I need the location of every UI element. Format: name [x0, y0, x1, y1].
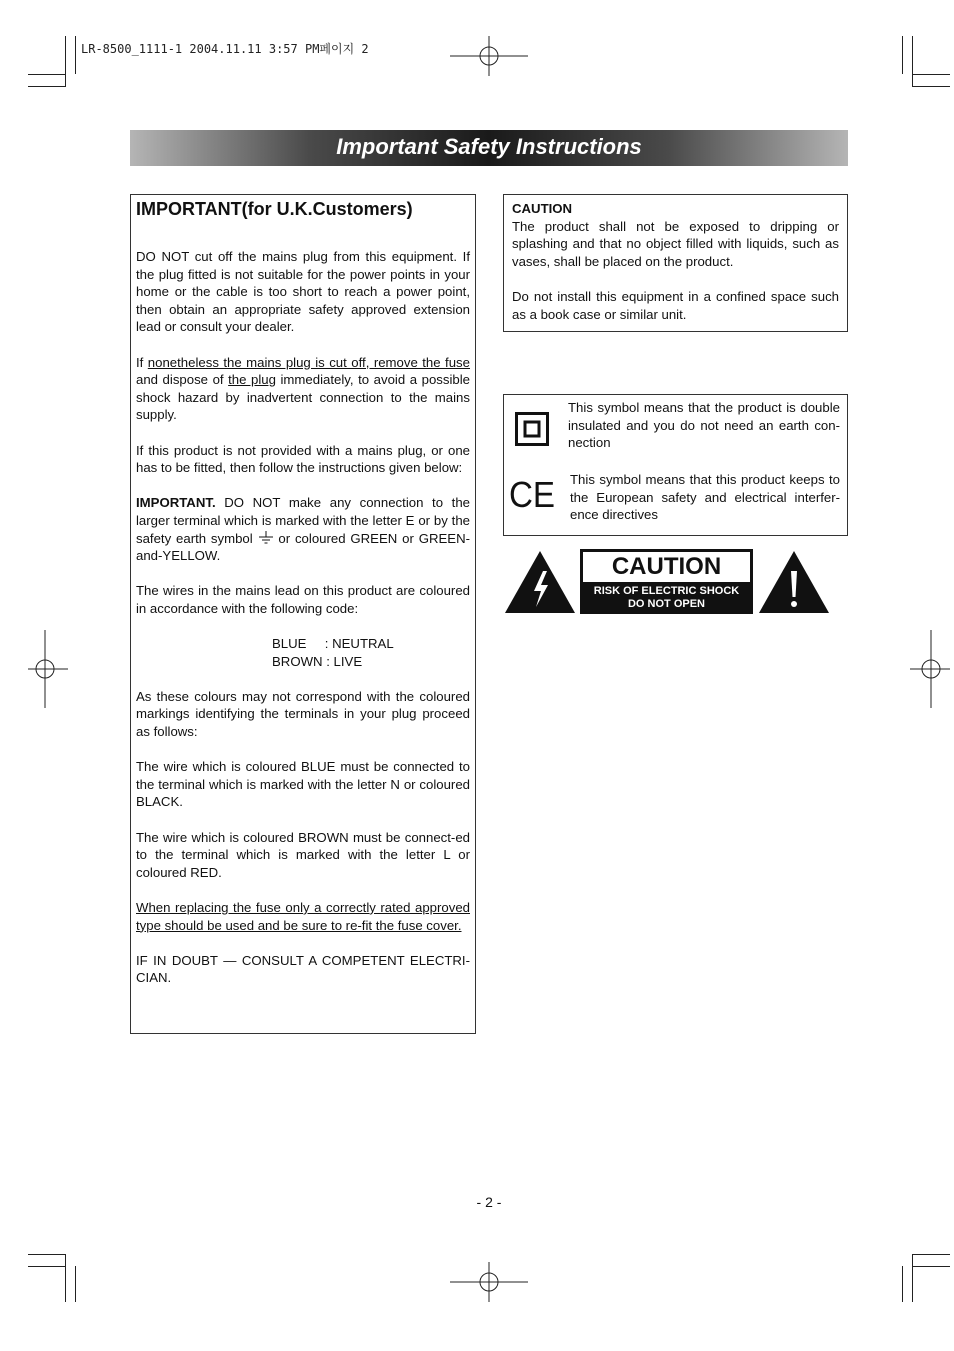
crop-mark — [912, 86, 950, 87]
caution-sign — [580, 549, 753, 614]
crop-mark — [28, 1266, 66, 1267]
registration-mark-left — [28, 630, 68, 708]
registration-mark-right — [910, 630, 950, 708]
lightning-warning-icon — [503, 549, 577, 615]
earth-symbol-icon — [258, 531, 274, 544]
uk-paragraph: DO NOT cut off the mains plug from this equipment. If the plug fitted is not suitable for the power points in your home or the cable is too short to reach a power point, then obtain an appropriate safety approved extension lead or consult your dealer. — [136, 249, 470, 335]
crop-mark — [902, 36, 903, 74]
uk-paragraph: If this product is not provided with a mains plug, or one has to be fitted, then follow the instructions given below: — [136, 442, 470, 476]
caution-paragraph: The product shall not be exposed to dripping or splashing and that no object filled with liquids, such as vases, shall be placed on the product. — [512, 218, 839, 269]
crop-mark — [912, 1254, 950, 1255]
svg-text:CE: CE — [509, 479, 555, 511]
caution-sign-line: RISK OF ELECTRIC SHOCK — [593, 585, 740, 597]
page-number: - 2 - — [476, 1194, 502, 1210]
crop-mark — [912, 1254, 913, 1302]
symbols-box — [503, 394, 848, 536]
uk-instructions-box — [130, 194, 476, 1034]
wire-colour-code: BLUE : NEUTRAL BROWN : LIVE — [272, 636, 394, 669]
double-insulated-text: This symbol means that the product is double insulated and you do not need an earth con-nection — [568, 400, 840, 451]
crop-mark — [75, 1266, 76, 1302]
crop-mark — [912, 1266, 950, 1267]
crop-mark — [912, 36, 913, 86]
crop-mark — [28, 74, 66, 75]
crop-mark — [28, 86, 66, 87]
exclamation-warning-icon — [757, 549, 831, 615]
uk-paragraph: The wires in the mains lead on this product are coloured in accordance with the following code: — [136, 583, 470, 616]
uk-paragraph: IF IN DOUBT — CONSULT A COMPETENT ELECTRI-CIAN. — [136, 952, 470, 986]
uk-paragraph: IMPORTANT. DO NOT make any connection to the larger terminal which is marked with the letter E or by the safety earth symbol or coloured GREEN or GREEN-and-YELLOW. — [136, 495, 470, 564]
crop-mark — [902, 1266, 903, 1302]
crop-mark — [912, 74, 950, 75]
registration-mark-top — [450, 36, 528, 76]
ce-mark-icon — [509, 479, 557, 511]
caution-sign-title: CAUTION — [583, 552, 750, 582]
uk-paragraph: If nonetheless the mains plug is cut off, remove the fuse and dispose of the plug immediately, to avoid a possible shock hazard by inadvertent connection to the mains supply. — [136, 354, 470, 423]
page-title: Important Safety Instructions — [336, 134, 642, 159]
crop-mark — [65, 36, 66, 86]
caution-paragraph: Do not install this equipment in a confined space such as a book case or similar unit. — [512, 288, 839, 322]
ce-text: This symbol means that this product keeps to the European safety and electrical interfer-ence directives — [570, 472, 840, 523]
uk-paragraph: As these colours may not correspond with the coloured markings identifying the terminals in your plug proceed as follows: — [136, 688, 470, 740]
caution-heading: CAUTION — [512, 201, 573, 216]
title-banner — [130, 130, 848, 166]
crop-mark — [75, 36, 76, 74]
caution-sign-line: DO NOT OPEN — [627, 598, 705, 610]
crop-mark — [65, 1254, 66, 1302]
uk-paragraph: The wire which is coloured BLUE must be connected to the terminal which is marked with the letter N or coloured BLACK. — [136, 759, 470, 810]
uk-title: IMPORTANT(for U.K.Customers) — [136, 199, 413, 219]
registration-mark-bottom — [450, 1262, 528, 1302]
print-header: LR-8500_1111-1 2004.11.11 3:57 PM페이지 2 — [81, 42, 369, 56]
caution-box — [503, 194, 848, 332]
double-insulated-icon — [515, 412, 549, 446]
uk-paragraph: When replacing the fuse only a correctly rated approved type should be used and be sure to re-fit the fuse cover. — [136, 899, 470, 933]
uk-paragraph: The wire which is coloured BROWN must be connect-ed to the terminal which is marked with the letter L or coloured RED. — [136, 829, 470, 880]
crop-mark — [28, 1254, 66, 1255]
